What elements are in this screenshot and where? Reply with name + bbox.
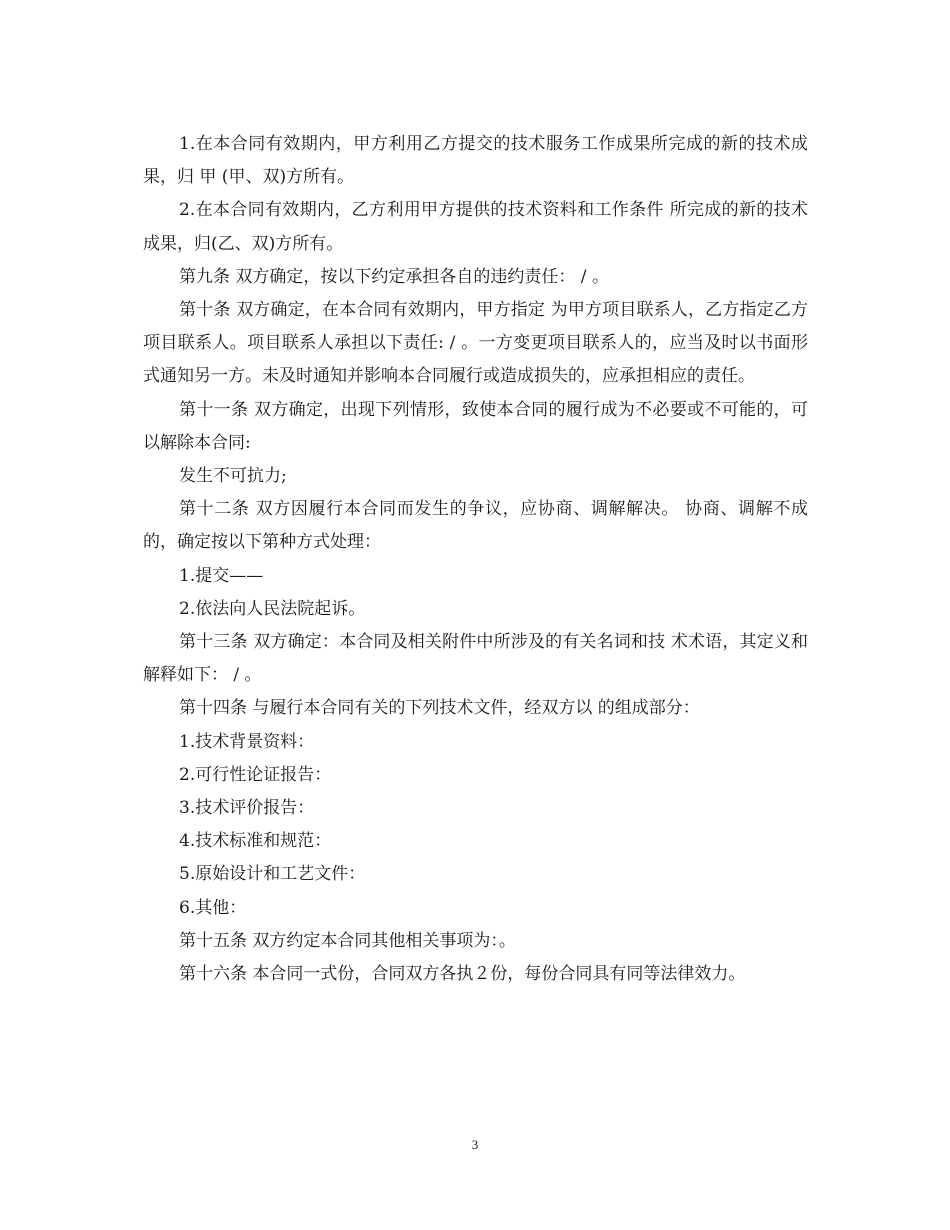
paragraph-clause-8-1: 1.在本合同有效期内，甲方利用乙方提交的技术服务工作成果所完成的新的技术成果，归 甲 (甲、双)方所有。: [143, 134, 808, 188]
paragraph-article-13: 第十三条 双方确定：本合同及相关附件中所涉及的有关名词和技 术术语，其定义和解释如下： / 。: [143, 632, 808, 686]
list-item-tech-standards: 4.技术标准和规范：: [179, 831, 332, 852]
list-item-other: 6.其他：: [179, 897, 247, 918]
paragraph-article-15: 第十五条 双方约定本合同其他相关事项为：。: [179, 930, 516, 951]
paragraph-article-11: 第十一条 双方确定，出现下列情形，致使本合同的履行成为不必要或不可能的，可以解除本合同:: [143, 399, 808, 453]
paragraph-article-12-option-2: 2.依法向人民法院起诉。: [179, 598, 366, 619]
page-number: 3: [471, 1137, 479, 1152]
paragraph-article-12: 第十二条 双方因履行本合同而发生的争议，应协商、调解解决。 协商、调解不成的，确定按以下第种方式处理：: [143, 499, 808, 553]
paragraph-force-majeure: 发生不可抗力;: [179, 466, 287, 487]
document-body: [143, 128, 808, 991]
list-item-tech-background: 1.技术背景资料：: [179, 731, 315, 752]
list-item-tech-evaluation: 3.技术评价报告：: [179, 798, 315, 819]
paragraph-article-12-option-1: 1.提交——: [179, 565, 264, 586]
paragraph-article-16: 第十六条 本合同一式份，合同双方各执２份，每份合同具有同等法律效力。: [179, 964, 746, 985]
list-item-feasibility-report: 2.可行性论证报告：: [179, 764, 332, 785]
list-item-original-design: 5.原始设计和工艺文件：: [179, 864, 366, 885]
paragraph-article-9: 第九条 双方确定，按以下约定承担各自的违约责任： / 。: [179, 266, 609, 287]
paragraph-article-10: 第十条 双方确定，在本合同有效期内，甲方指定 为甲方项目联系人，乙方指定乙方项目联系人。项目联系人承担以下责任: / 。一方变更项目联系人的，应当及时以书面形式通知另一方。未及时通知并影响本合同履行或造成损失的，应承担相应的责任。: [143, 300, 808, 387]
paragraph-article-14: 第十四条 与履行本合同有关的下列技术文件，经双方以 的组成部分：: [179, 698, 700, 719]
paragraph-clause-8-2: 2.在本合同有效期内，乙方利用甲方提供的技术资料和工作条件 所完成的新的技术成果，归(乙、双)方所有。: [143, 200, 808, 254]
